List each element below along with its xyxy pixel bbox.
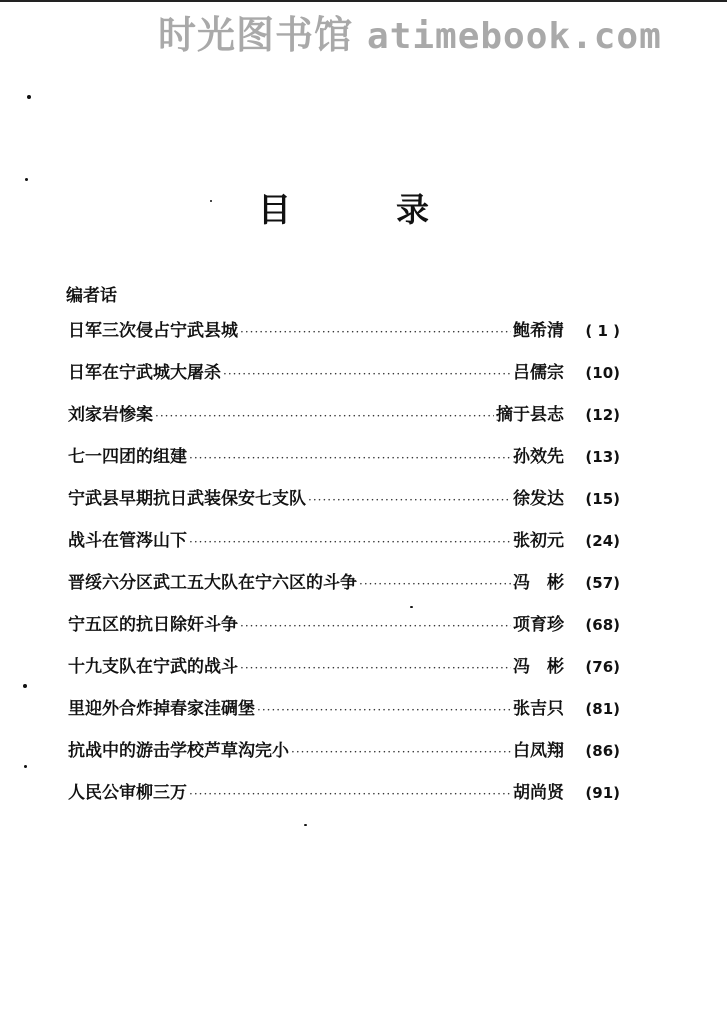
page-title <box>258 188 438 232</box>
toc-entry-author: 吕儒宗 <box>513 363 564 383</box>
toc-entry-author: 冯 彬 <box>513 573 564 593</box>
toc-entry-page: (81) <box>585 700 620 718</box>
toc-entry-page: ( 1 ) <box>585 322 620 340</box>
toc-entry-title: 宁五区的抗日除奸斗争 <box>68 615 238 635</box>
toc-entry[interactable] <box>68 400 620 442</box>
toc-entry-author: 摘于县志 <box>496 405 564 425</box>
toc-entry-title: 日军在宁武城大屠杀 <box>68 363 221 383</box>
toc-entry-author: 张吉只 <box>513 699 564 719</box>
scan-speck <box>24 765 27 768</box>
toc-entry-author: 项育珍 <box>513 615 564 635</box>
toc-entry-title: 十九支队在宁武的战斗 <box>68 657 238 677</box>
watermark <box>158 12 662 60</box>
watermark-url: atimebook.com <box>367 16 662 57</box>
toc-entry-page: (57) <box>585 574 620 592</box>
toc-entry-title: 刘家岩惨案 <box>68 405 153 425</box>
toc-entry[interactable] <box>68 652 620 694</box>
toc-entry[interactable] <box>68 736 620 778</box>
toc-leader-dots <box>189 779 511 809</box>
toc-entry-page: (76) <box>585 658 620 676</box>
toc-entry[interactable] <box>68 526 620 568</box>
toc-entry-author: 孙效先 <box>513 447 564 467</box>
toc-entry-title: 七一四团的组建 <box>68 447 187 467</box>
toc-entry-author: 冯 彬 <box>513 657 564 677</box>
toc-leader-dots <box>223 359 511 389</box>
toc-leader-dots <box>257 695 511 725</box>
toc-entry-author: 白凤翔 <box>513 741 564 761</box>
toc-entry-author: 胡尚贤 <box>513 783 564 803</box>
toc-entry-title: 宁武县早期抗日武装保安七支队 <box>68 489 306 509</box>
preface-entry: 编者话 <box>66 286 117 306</box>
toc-entry[interactable] <box>68 568 620 610</box>
toc-entry-page: (12) <box>585 406 620 424</box>
toc-entry-page: (15) <box>585 490 620 508</box>
toc-entry-page: (86) <box>585 742 620 760</box>
toc-entry-author: 鲍希清 <box>513 321 564 341</box>
title-char-2: 录 <box>396 190 429 229</box>
toc-entry-title: 抗战中的游击学校芦草沟完小 <box>68 741 289 761</box>
toc-entry-title: 里迎外合炸掉春家洼碉堡 <box>68 699 255 719</box>
scan-speck <box>23 684 27 688</box>
toc-entry-page: (91) <box>585 784 620 802</box>
toc-entry-title: 战斗在管涔山下 <box>68 531 187 551</box>
toc-entry-page: (24) <box>585 532 620 550</box>
toc-leader-dots <box>240 653 511 683</box>
toc-entry-page: (68) <box>585 616 620 634</box>
table-of-contents <box>68 316 620 820</box>
toc-leader-dots <box>189 527 511 557</box>
toc-entry-page: (13) <box>585 448 620 466</box>
top-border-line <box>0 0 727 2</box>
toc-leader-dots <box>359 569 511 599</box>
toc-entry[interactable] <box>68 442 620 484</box>
title-char-1: 目 <box>258 190 291 229</box>
scan-speck <box>304 824 307 826</box>
scan-speck <box>25 178 28 181</box>
toc-leader-dots <box>291 737 511 767</box>
toc-entry-page: (10) <box>585 364 620 382</box>
toc-entry-author: 徐发达 <box>513 489 564 509</box>
toc-leader-dots <box>308 485 511 515</box>
toc-leader-dots <box>240 317 511 347</box>
toc-entry-author: 张初元 <box>513 531 564 551</box>
scan-speck <box>27 95 31 99</box>
toc-entry[interactable] <box>68 778 620 820</box>
scan-speck <box>210 200 212 202</box>
toc-entry[interactable] <box>68 610 620 652</box>
toc-leader-dots <box>155 401 494 431</box>
toc-leader-dots <box>240 611 511 641</box>
toc-entry-title: 人民公审柳三万 <box>68 783 187 803</box>
toc-entry-title: 日军三次侵占宁武县城 <box>68 321 238 341</box>
toc-entry[interactable] <box>68 694 620 736</box>
watermark-chinese: 时光图书馆 <box>158 13 354 57</box>
toc-entry[interactable] <box>68 484 620 526</box>
toc-entry[interactable] <box>68 316 620 358</box>
toc-leader-dots <box>189 443 511 473</box>
toc-entry-title: 晋绥六分区武工五大队在宁六区的斗争 <box>68 573 357 593</box>
toc-entry[interactable] <box>68 358 620 400</box>
